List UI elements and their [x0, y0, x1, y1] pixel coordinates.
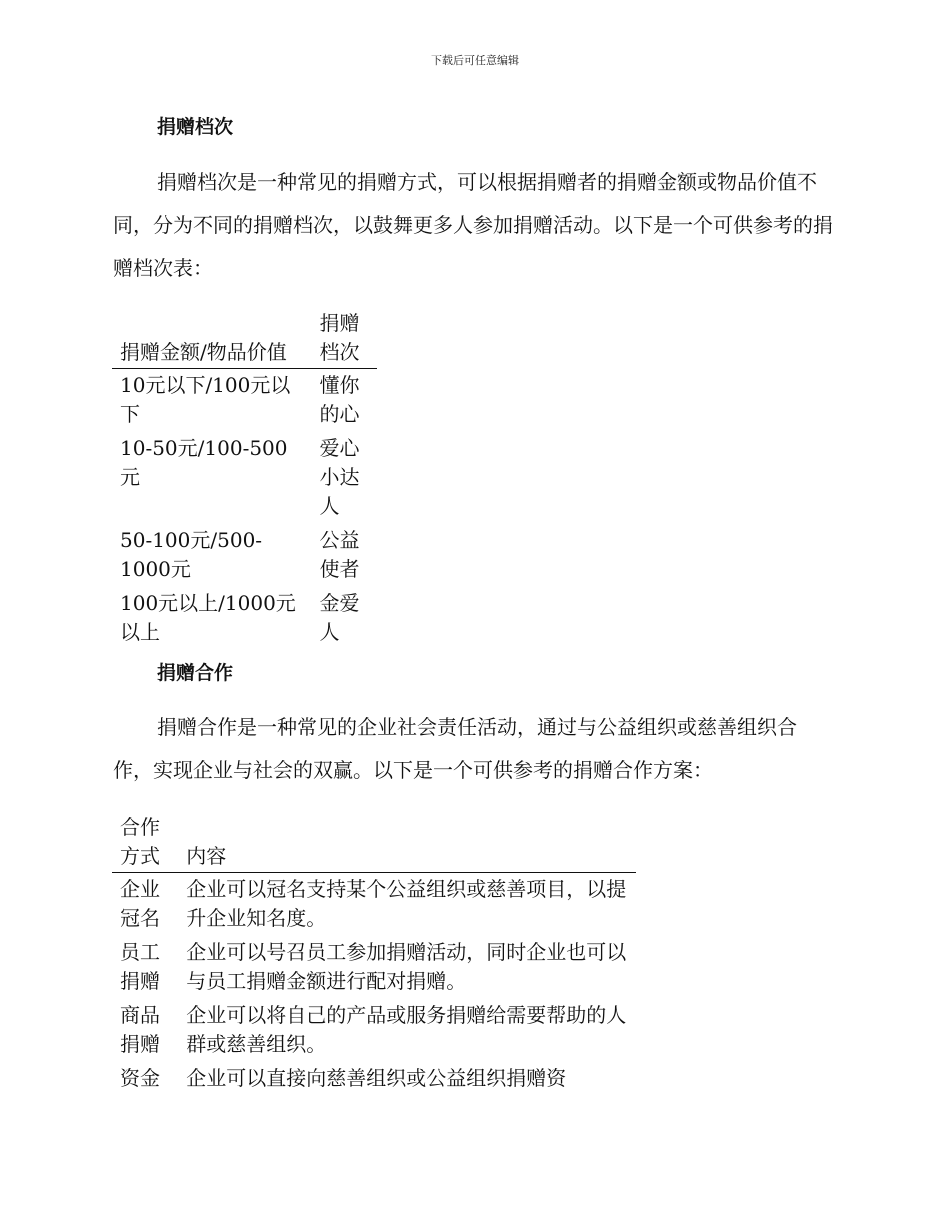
table-row	[112, 432, 377, 524]
table-cell: 懂你的心	[319, 373, 360, 426]
donation-cooperation-table	[112, 813, 636, 1096]
section-paragraph-donation-tiers: 捐赠档次是一种常见的捐赠方式，可以根据捐赠者的捐赠金额或物品价值不同，分为不同的捐赠档次，以鼓舞更多人参加捐赠活动。以下是一个可供参考的捐赠档次表：	[113, 170, 833, 280]
table-cell: 企业可以直接向慈善组织或公益组织捐赠资	[186, 1066, 567, 1090]
section-heading-donation-cooperation: 捐赠合作	[157, 662, 234, 684]
table-cell: 10元以下/100元以下	[120, 373, 291, 426]
table-row	[112, 873, 636, 937]
column-header: 合作方式	[120, 815, 160, 868]
table-row	[112, 999, 636, 1062]
table-row	[112, 587, 377, 650]
table-cell: 资金	[120, 1066, 160, 1090]
table-cell: 企业可以将自己的产品或服务捐赠给需要帮助的人群或慈善组织。	[186, 1003, 627, 1056]
section-paragraph-donation-cooperation: 捐赠合作是一种常见的企业社会责任活动，通过与公益组织或慈善组织合作，实现企业与社会的双赢。以下是一个可供参考的捐赠合作方案：	[113, 715, 797, 782]
column-header: 内容	[186, 844, 227, 868]
page-header: 下载后可任意编辑	[431, 54, 519, 67]
table-row	[112, 369, 377, 433]
table-header-row	[112, 309, 377, 369]
section-heading-donation-tiers: 捐赠档次	[157, 116, 234, 138]
table-header-row	[112, 813, 636, 873]
table-cell: 企业冠名	[120, 877, 160, 930]
column-header: 捐赠金额/物品价值	[120, 340, 287, 364]
donation-tier-table	[112, 309, 377, 650]
table-cell: 50-100元/500-1000元	[120, 528, 263, 581]
table-cell: 企业可以号召员工参加捐赠活动，同时企业也可以与员工捐赠金额进行配对捐赠。	[186, 940, 627, 993]
table-row	[112, 936, 636, 999]
table-cell: 100元以上/1000元以上	[120, 591, 296, 644]
table-cell: 爱心小达人	[319, 436, 360, 518]
table-cell: 企业可以冠名支持某个公益组织或慈善项目，以提升企业知名度。	[186, 877, 627, 930]
column-header: 捐赠档次	[319, 311, 360, 364]
table-cell: 商品捐赠	[120, 1003, 160, 1056]
table-cell: 员工捐赠	[120, 940, 160, 993]
table-row	[112, 1062, 636, 1096]
table-row	[112, 524, 377, 587]
table-cell: 金爱人	[319, 591, 360, 644]
table-cell: 公益使者	[319, 528, 360, 581]
table-cell: 10-50元/100-500元	[120, 436, 288, 489]
